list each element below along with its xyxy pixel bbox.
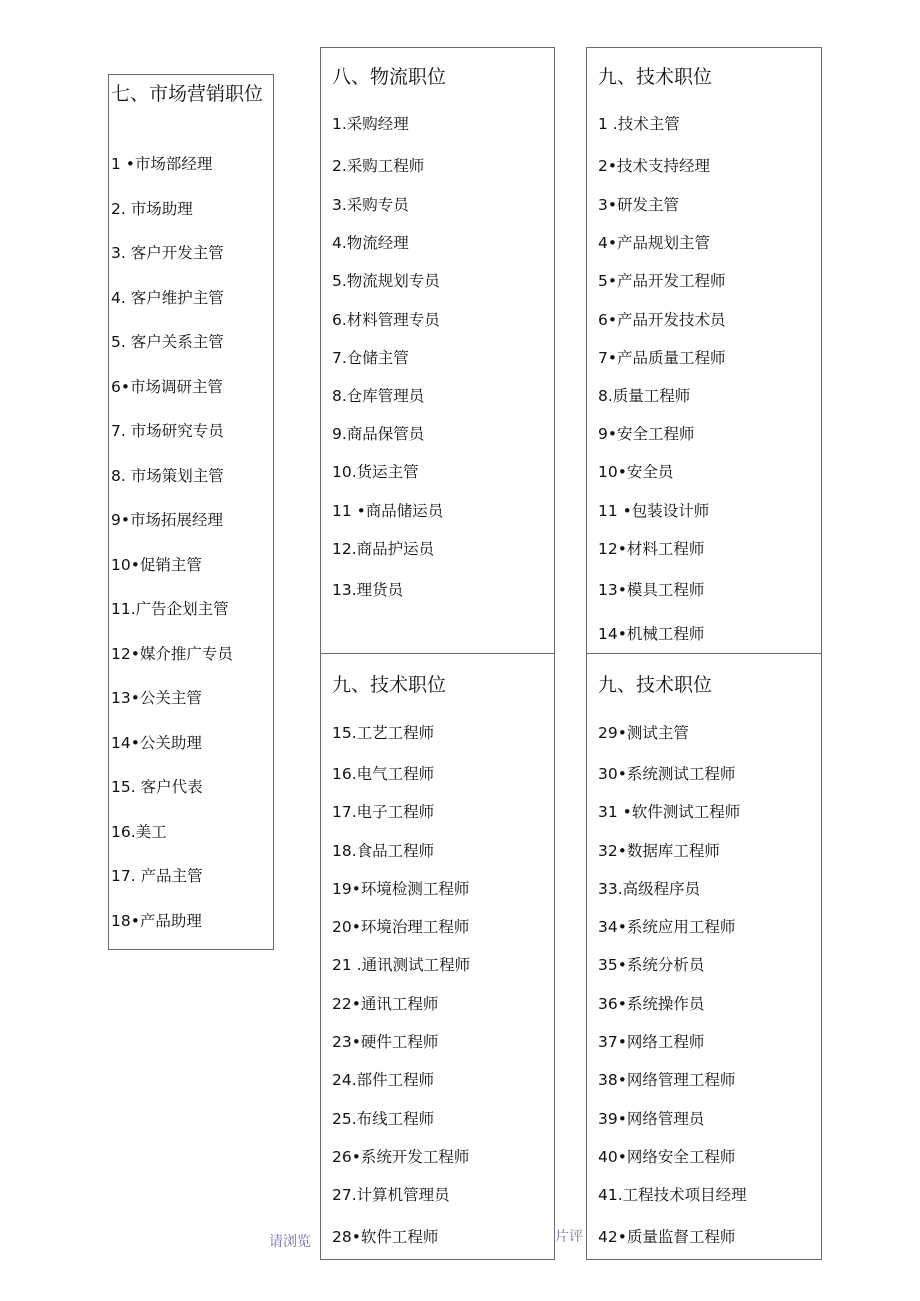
list-item: 2•技术支持经理 xyxy=(598,157,711,175)
list-item: 1.采购经理 xyxy=(332,115,409,133)
list-item: 6•市场调研主管 xyxy=(111,378,224,396)
list-item: 9•市场拓展经理 xyxy=(111,511,224,529)
list-item: 4.物流经理 xyxy=(332,234,409,252)
section-title-marketing: 七、市场营销职位 xyxy=(111,83,264,105)
list-item: 3. 客户开发主管 xyxy=(111,244,224,262)
list-item: 14•机械工程师 xyxy=(598,625,705,643)
list-item: 17. 产品主管 xyxy=(111,867,203,885)
list-item: 12•媒介推广专员 xyxy=(111,645,233,663)
list-item: 18•产品助理 xyxy=(111,912,202,930)
list-item: 23•硬件工程师 xyxy=(332,1033,439,1051)
list-item: 8. 市场策划主管 xyxy=(111,467,224,485)
list-item: 7. 市场研究专员 xyxy=(111,422,224,440)
list-item: 28•软件工程师 xyxy=(332,1228,439,1246)
list-item: 4. 客户维护主管 xyxy=(111,289,224,307)
list-item: 33.高级程序员 xyxy=(598,880,701,898)
list-item: 6.材料管理专员 xyxy=(332,311,440,329)
list-item: 40•网络安全工程师 xyxy=(598,1148,736,1166)
list-item: 36•系统操作员 xyxy=(598,995,705,1013)
list-item: 34•系统应用工程师 xyxy=(598,918,736,936)
section-title-tech-b: 九、技术职位 xyxy=(332,674,447,696)
list-item: 15. 客户代表 xyxy=(111,778,203,796)
list-item: 38•网络管理工程师 xyxy=(598,1071,736,1089)
list-item: 41.工程技术项目经理 xyxy=(598,1186,747,1204)
list-item: 37•网络工程师 xyxy=(598,1033,705,1051)
list-item: 2.采购工程师 xyxy=(332,157,425,175)
list-item: 39•网络管理员 xyxy=(598,1110,705,1128)
list-item: 7•产品质量工程师 xyxy=(598,349,726,367)
list-item: 24.部件工程师 xyxy=(332,1071,435,1089)
list-item: 16.美工 xyxy=(111,823,167,841)
list-item: 3.采购专员 xyxy=(332,196,409,214)
list-item: 9•安全工程师 xyxy=(598,425,695,443)
list-item: 5.物流规划专员 xyxy=(332,272,440,290)
list-item: 35•系统分析员 xyxy=(598,956,705,974)
list-item: 8.仓库管理员 xyxy=(332,387,425,405)
list-item: 10.货运主管 xyxy=(332,463,419,481)
list-item: 8.质量工程师 xyxy=(598,387,691,405)
list-item: 30•系统测试工程师 xyxy=(598,765,736,783)
list-item: 5•产品开发工程师 xyxy=(598,272,726,290)
list-item: 26•系统开发工程师 xyxy=(332,1148,470,1166)
list-item: 6•产品开发技术员 xyxy=(598,311,726,329)
list-item: 4•产品规划主管 xyxy=(598,234,711,252)
list-item: 13.理货员 xyxy=(332,581,404,599)
list-item: 7.仓储主管 xyxy=(332,349,409,367)
section-title-tech-a: 九、技术职位 xyxy=(598,66,713,88)
section-title-logistics: 八、物流职位 xyxy=(332,66,447,88)
list-item: 25.布线工程师 xyxy=(332,1110,435,1128)
list-item: 12•材料工程师 xyxy=(598,540,705,558)
list-item: 31 •软件测试工程师 xyxy=(598,803,741,821)
section-title-tech-c: 九、技术职位 xyxy=(598,674,713,696)
list-item: 10•促销主管 xyxy=(111,556,202,574)
list-item: 22•通讯工程师 xyxy=(332,995,439,1013)
list-item: 18.食品工程师 xyxy=(332,842,435,860)
list-item: 11 •商品储运员 xyxy=(332,502,444,520)
footer-text-right: 片评 xyxy=(555,1229,583,1245)
list-item: 21 .通讯测试工程师 xyxy=(332,956,471,974)
list-item: 1 .技术主管 xyxy=(598,115,680,133)
list-item: 16.电气工程师 xyxy=(332,765,435,783)
list-item: 14•公关助理 xyxy=(111,734,202,752)
list-item: 1 •市场部经理 xyxy=(111,155,213,173)
list-item: 32•数据库工程师 xyxy=(598,842,720,860)
list-item: 2. 市场助理 xyxy=(111,200,193,218)
list-item: 19•环境检测工程师 xyxy=(332,880,470,898)
list-item: 12.商品护运员 xyxy=(332,540,435,558)
list-item: 10•安全员 xyxy=(598,463,674,481)
list-item: 20•环境治理工程师 xyxy=(332,918,470,936)
list-item: 42•质量监督工程师 xyxy=(598,1228,736,1246)
list-item: 15.工艺工程师 xyxy=(332,724,435,742)
list-item: 29•测试主管 xyxy=(598,724,689,742)
list-item: 17.电子工程师 xyxy=(332,803,435,821)
footer-text-left: 请浏览 xyxy=(269,1234,311,1250)
list-item: 9.商品保管员 xyxy=(332,425,425,443)
list-item: 11 •包装设计师 xyxy=(598,502,710,520)
list-item: 5. 客户关系主管 xyxy=(111,333,224,351)
list-item: 3•研发主管 xyxy=(598,196,680,214)
list-item: 13•公关主管 xyxy=(111,689,202,707)
list-item: 13•模具工程师 xyxy=(598,581,705,599)
list-item: 27.计算机管理员 xyxy=(332,1186,450,1204)
list-item: 11.广告企划主管 xyxy=(111,600,229,618)
